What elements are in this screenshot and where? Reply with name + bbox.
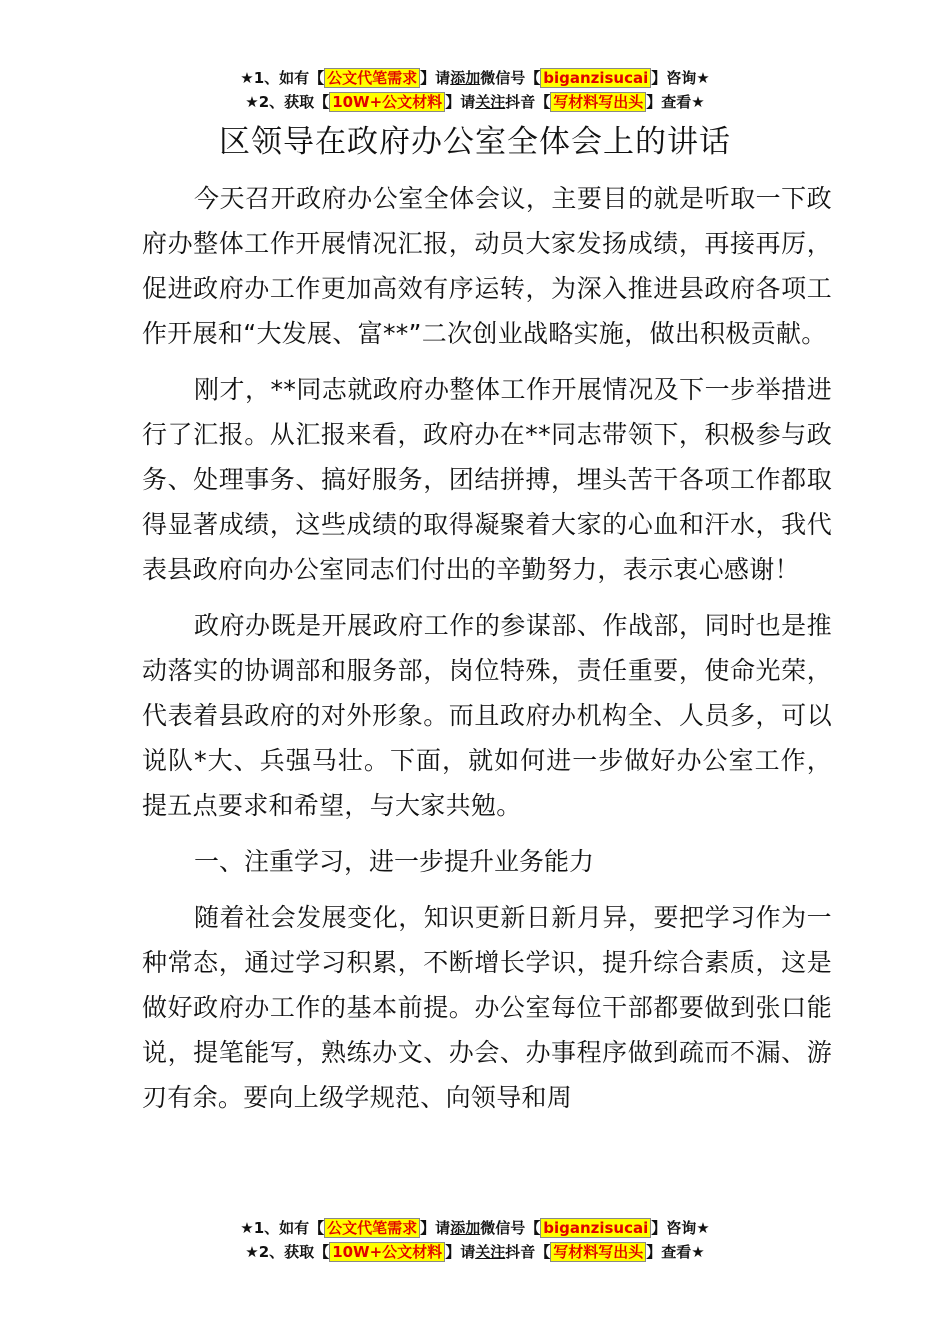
promo-line-1: ★1、如有【 公文代笔需求 】请添加微信号【 biganzisucai 】咨询★ (240, 69, 710, 87)
promo-line-2: ★2、获取【 10W+公文材料 】请关注抖音【 写材料写出头 】查看★ (245, 1243, 705, 1261)
promo-line-2: ★2、获取【 10W+公文材料 】请关注抖音【 写材料写出头 】查看★ (245, 93, 705, 111)
highlight-ghostwriting: 公文代笔需求 (324, 1218, 420, 1238)
document-body (142, 176, 832, 1131)
highlight-wechat-id: biganzisucai (540, 1218, 651, 1238)
document-title: 区领导在政府办公室全体会上的讲话 (219, 124, 731, 160)
highlight-materials: 10W+公文材料 (329, 1242, 445, 1262)
header-promo-banner (0, 66, 950, 114)
section-heading-1: 一、注重学习，进一步提升业务能力 (194, 847, 595, 876)
section-paragraph-1: 随着社会发展变化，知识更新日新月异，要把学习作为一种常态，通过学习积累，不断增长学识，提升综合素质，这是做好政府办工作的基本前提。办公室每位干部都要做到张口能说，提笔能写，熟练办文、办会、办事程序做到疏而不漏、游刃有余。要向上级学规范、向领导和周 (142, 903, 832, 1112)
promo-line-1: ★1、如有【 公文代笔需求 】请添加微信号【 biganzisucai 】咨询★ (240, 1219, 710, 1237)
highlight-douyin-account: 写材料写出头 (550, 92, 646, 112)
footer-promo-banner (0, 1216, 950, 1264)
body-paragraph-2: 刚才，**同志就政府办整体工作开展情况及下一步举措进行了汇报。从汇报来看，政府办在**同志带领下，积极参与政务、处理事务、搞好服务，团结拼搏，埋头苦干各项工作都取得显著成绩，这些成绩的取得凝聚着大家的心血和汗水，我代表县政府向办公室同志们付出的辛勤努力，表示衷心感谢！ (142, 375, 832, 584)
body-paragraph-3: 政府办既是开展政府工作的参谋部、作战部，同时也是推动落实的协调部和服务部，岗位特殊，责任重要，使命光荣，代表着县政府的对外形象。而且政府办机构全、人员多，可以说队*大、兵强马壮。下面，就如何进一步做好办公室工作，提五点要求和希望，与大家共勉。 (142, 611, 832, 820)
highlight-wechat-id: biganzisucai (540, 68, 651, 88)
highlight-materials: 10W+公文材料 (329, 92, 445, 112)
body-paragraph-1: 今天召开政府办公室全体会议，主要目的就是听取一下政府办整体工作开展情况汇报，动员大家发扬成绩，再接再厉，促进政府办工作更加高效有序运转，为深入推进县政府各项工作开展和“大发展、富**”二次创业战略实施，做出积极贡献。 (142, 184, 832, 348)
highlight-ghostwriting: 公文代笔需求 (324, 68, 420, 88)
highlight-douyin-account: 写材料写出头 (550, 1242, 646, 1262)
